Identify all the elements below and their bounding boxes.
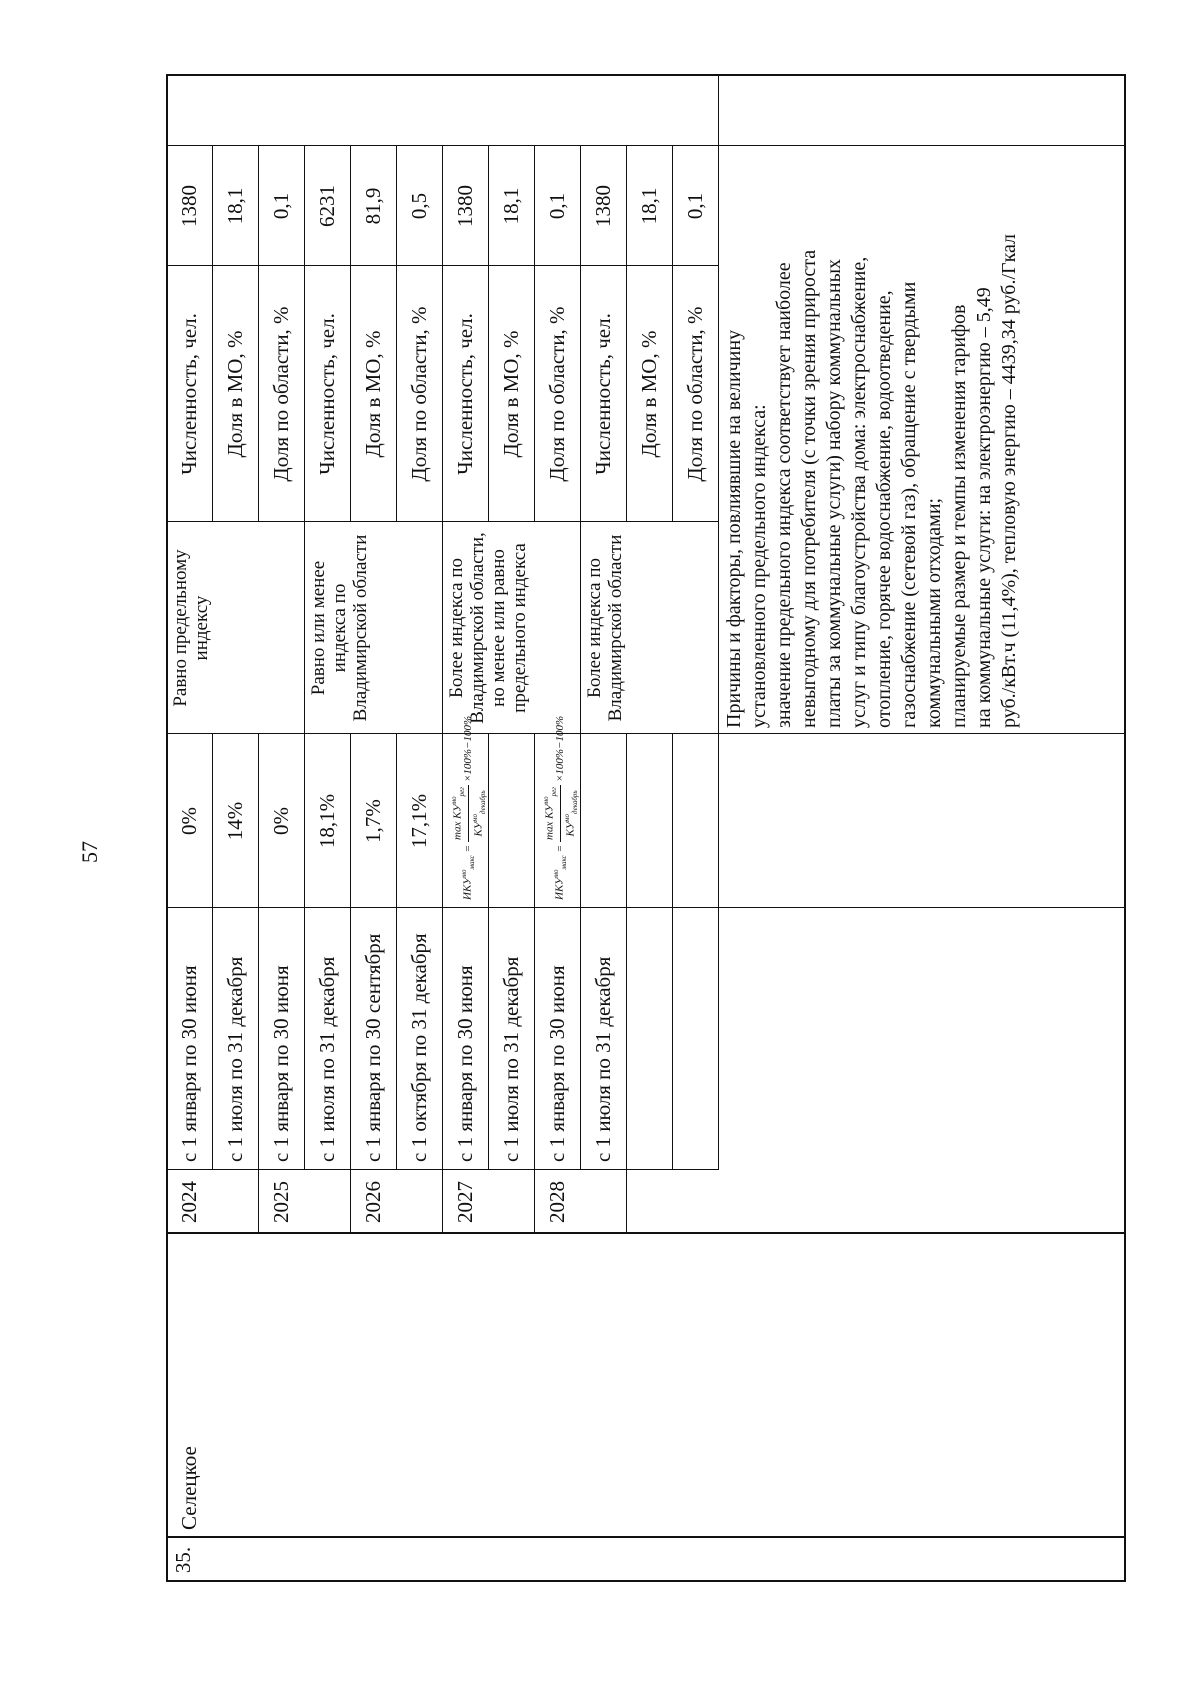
period-year: 2027 <box>453 1181 477 1223</box>
period-value: 17,1% <box>407 793 431 849</box>
period-first: с 1 января по 30 июня <box>453 965 477 1162</box>
metric-label: Численность, чел. <box>315 313 339 475</box>
formula-denominator-sup: мо <box>470 814 479 822</box>
period-first: с 1 января по 30 июня <box>545 965 569 1162</box>
metric-value: 1380 <box>453 185 477 227</box>
causes-line: платы за коммунальные услуги) набору коммунальных <box>823 258 845 728</box>
formula-denominator: $КУ^{мо}_{декабрь}$ <box>562 790 579 837</box>
metric-label: Численность, чел. <box>453 313 477 475</box>
metric-value: 0,1 <box>683 192 707 220</box>
period-second: с 1 июля по 31 декабря <box>315 956 339 1162</box>
group-label: Более индекса по Владимирской области <box>584 534 626 722</box>
formula-equals: = <box>554 844 567 853</box>
period-year: 2025 <box>269 1181 293 1223</box>
period-second: с 1 июля по 31 декабря <box>499 956 523 1162</box>
period-value: 1,7% <box>361 799 385 843</box>
grid-line <box>166 1536 1126 1538</box>
grid-line <box>718 74 719 734</box>
period-year: 2028 <box>545 1181 569 1223</box>
formula-equals: = <box>462 844 475 853</box>
causes-line: отопление, горячее водоснабжение, водоотведение, <box>873 290 895 728</box>
period-value: 0% <box>269 807 293 835</box>
causes-line: Причины и факторы, повлиявшие на величину <box>723 329 745 728</box>
metric-label: Численность, чел. <box>591 313 615 475</box>
formula-lhs-sup: мо <box>552 869 561 878</box>
formula-lhs-sub: макс <box>468 855 477 870</box>
metric-label: Доля в МО, % <box>361 330 385 458</box>
metric-value: 0,1 <box>269 192 293 220</box>
formula-denominator-sub: декабрь <box>570 790 579 815</box>
grid-line <box>166 1232 1126 1234</box>
metric-value: 81,9 <box>361 187 385 225</box>
metric-label: Доля по области, % <box>545 306 569 482</box>
causes-line: значение предельного индекса соответствует наиболее <box>773 262 795 728</box>
metric-value: 0,1 <box>545 192 569 220</box>
causes-line: на коммунальные услуги: на электроэнергию – 5,49 <box>973 287 995 728</box>
period-second: с 1 июля по 31 декабря <box>223 956 247 1162</box>
formula-denominator-sup: мо <box>562 814 571 822</box>
metric-label: Доля по области, % <box>269 306 293 482</box>
metric-label: Численность, чел. <box>177 313 201 475</box>
metric-value: 6231 <box>315 185 339 227</box>
grid-line <box>626 734 627 1170</box>
period-first: с 1 января по 30 июня <box>269 965 293 1162</box>
causes-line: невыгодному для потребителя (с точки зрения прироста <box>798 249 820 728</box>
formula-numerator: $\max КУ^{мо}_{рег}$ <box>448 785 469 842</box>
causes-line: установленного предельного индекса: <box>748 404 770 728</box>
metric-label: Доля в МО, % <box>499 330 523 458</box>
period-value: 0% <box>177 807 201 835</box>
formula-fraction <box>540 785 581 842</box>
period-second: с 1 октября по 31 декабря <box>407 933 431 1162</box>
formula-tail: ×100%−100% <box>554 715 567 783</box>
grid-line <box>718 734 719 1170</box>
formula-numerator: $\max КУ^{мо}_{рег}$ <box>540 785 561 842</box>
metric-value: 0,5 <box>407 192 431 220</box>
metric-label: Доля по области, % <box>407 306 431 482</box>
row-number: 35. <box>171 1546 195 1574</box>
grid-line <box>672 734 673 1170</box>
causes-line: услуг и типу благоустройства дома: электроснабжение, <box>848 256 870 728</box>
period-first: с 1 января по 30 сентября <box>361 933 385 1162</box>
metric-label: Доля в МО, % <box>223 330 247 458</box>
metric-value: 18,1 <box>637 187 661 225</box>
formula-lhs-sub: макс <box>560 855 569 870</box>
max-index-formula <box>448 716 489 900</box>
grid-line <box>166 74 1126 76</box>
causes-line: газоснабжение (сетевой газ), обращение с твердыми <box>898 281 920 728</box>
max-index-formula <box>540 716 581 900</box>
formula-numerator-sub: рег <box>457 787 466 797</box>
grid-line <box>166 1580 1126 1582</box>
metric-value: 1380 <box>591 185 615 227</box>
period-year: 2024 <box>177 1181 201 1223</box>
period-value: 18,1% <box>315 793 339 849</box>
grid-line <box>1124 74 1126 1582</box>
formula-fraction <box>448 785 489 842</box>
metric-value: 18,1 <box>223 187 247 225</box>
formula-lhs-sup: мо <box>460 869 469 878</box>
formula-numerator-sup: мо <box>450 796 458 805</box>
formula-denominator: $КУ^{мо}_{декабрь}$ <box>470 790 487 837</box>
formula-lhs: $ИКУ^{мо}_{макс}$ <box>552 855 569 900</box>
page-number: 57 <box>77 841 102 863</box>
row-name: Селецкое <box>177 1446 201 1530</box>
landscape-table <box>166 74 1126 1582</box>
formula-lhs: $ИКУ^{мо}_{макс}$ <box>460 855 477 900</box>
causes-line: планируемые размер и темпы изменения тарифов <box>948 304 970 728</box>
group-label: Равно предельному индексу <box>170 549 212 707</box>
period-value: 14% <box>223 801 247 841</box>
causes-line: руб./кВт.ч (11,4%), тепловую энергию – 4439,34 руб./Гкал <box>998 233 1020 728</box>
causes-text <box>722 150 1022 728</box>
metric-label: Доля в МО, % <box>637 330 661 458</box>
period-first: с 1 января по 30 июня <box>177 965 201 1162</box>
formula-numerator-sub: рег <box>549 787 558 797</box>
metric-value: 18,1 <box>499 187 523 225</box>
group-label: Равно или менее индекса по Владимирской области <box>308 534 371 722</box>
metric-label: Доля по области, % <box>683 306 707 482</box>
metric-value: 1380 <box>177 185 201 227</box>
group-label: Более индекса по Владимирской области, но менее или равно предельного индекса <box>446 532 530 724</box>
grid-line <box>626 1170 627 1234</box>
period-year: 2026 <box>361 1181 385 1223</box>
causes-line: коммунальными отходами; <box>923 497 945 728</box>
formula-numerator-sup: мо <box>542 796 550 805</box>
formula-denominator-sub: декабрь <box>478 790 487 815</box>
period-second: с 1 июля по 31 декабря <box>591 956 615 1162</box>
formula-tail: ×100%−100% <box>462 715 475 783</box>
